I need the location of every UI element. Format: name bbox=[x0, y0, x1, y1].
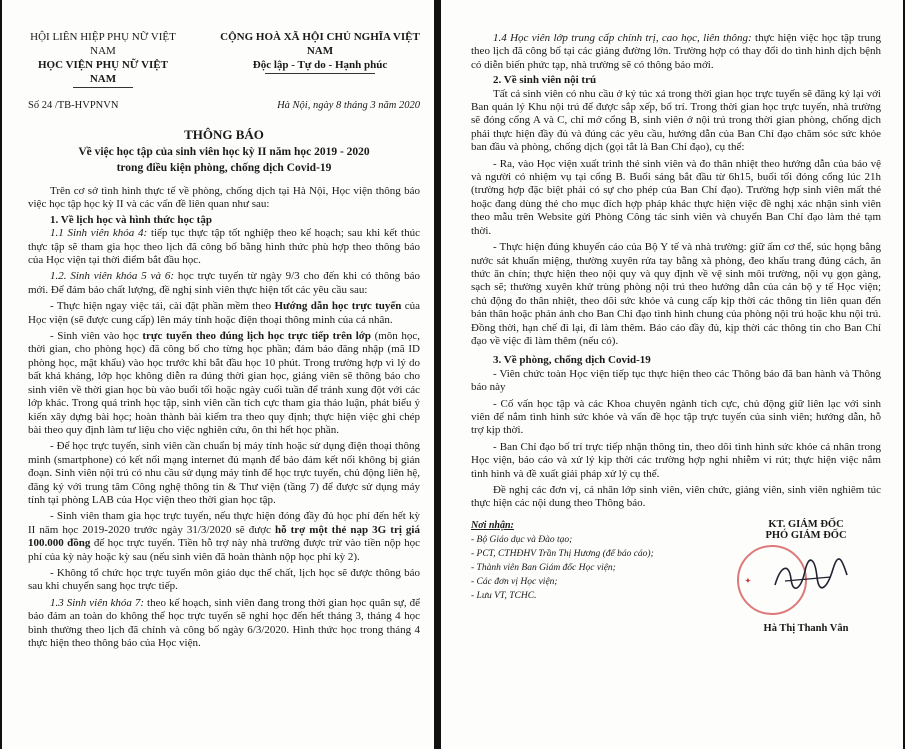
sign-role-1: KT. GIÁM ĐỐC bbox=[768, 518, 844, 530]
section-1-4-label: 1.4 Học viên lớp trung cấp chính trị, cao học, liên thông: bbox=[493, 32, 752, 44]
section-3-heading: 3. Về phòng, chống dịch Covid-19 bbox=[493, 354, 651, 367]
recipient-item: - Thành viên Ban Giám đốc Học viện; bbox=[471, 562, 616, 573]
issuer-name: HỌC VIỆN PHỤ NỮ VIỆT NAM bbox=[38, 59, 168, 85]
bullet-2-bold: trực tuyến theo đúng lịch học trực tiếp trên lớp bbox=[142, 330, 372, 343]
recipient-item: - Bộ Giáo dục và Đào tạo; bbox=[471, 534, 573, 545]
document-subtitle-1: Về việc học tập của sinh viên học kỳ II năm học 2019 - 2020 bbox=[78, 146, 370, 158]
national-motto: Độc lập - Tự do - Hạnh phúc bbox=[252, 59, 388, 71]
section-2-paragraph: Tất cả sinh viên có nhu cầu ở ký túc xá trong thời gian học trực tuyến sẽ đăng ký lại với Ban quản lý Khu nội trú để được sắp xếp, bố trí. Trong thời gian học trực tuyến, nhà trường sẽ đóng cổng A và C, chỉ mở cổng B, sinh viên ở nội trú trong thời gian phòng, chống dịch phải thực hiện đầy đủ và đúng các yêu cầu, hướng dẫn của Ban Chỉ đạo chăm sóc sức khỏe ban đầu và phòng, chống dịch (gọi tắt là Ban Chỉ đạo), cụ thể: bbox=[471, 87, 881, 154]
document-date: Hà Nội, ngày 8 tháng 3 năm 2020 bbox=[277, 100, 420, 111]
section-1-1-label: 1.1 Sinh viên khóa 4: bbox=[50, 227, 148, 240]
signature-section bbox=[471, 519, 881, 634]
bullet-2-post: (môn học, thời gian, cho phòng học) đã công bố cho từng học phần; đảm bảo đăng nhập (mã ID phòng học, mật khẩu) vào học trước khi bắt đầu học 10 phút. Trong trường hợp vì lý do bất khả kháng, lớp học không diễn ra đúng thời gian học, giảng viên sẽ thông báo cho sinh viên về thời gian học bù vào buổi tối hoặc ngày cuối tuần để tránh xung đột với các lớp khác. Trong quá trình học tập, sinh viên cần tích cực tham gia thảo luận, phát biểu ý kiến xây dựng bài học; hoàn thành bài kiểm tra theo quy định; thực hiện việc ghi chép bài theo quy định làm tư liệu cho việc nghiên cứu, ôn thi hết học phần. bbox=[28, 330, 421, 436]
bullet-2-pre: - Sinh viên vào học bbox=[50, 330, 143, 343]
bullet-4-post: để học trực tuyến. Tiền hỗ trợ này nhà trường được trừ vào tiền nộp học phí của kỳ này hoặc kỳ sau (nếu sinh viên đã hoàn thành nộp học phí kỳ 2). bbox=[28, 537, 420, 563]
section-1-heading: 1. Về lịch học và hình thức học tập bbox=[50, 213, 212, 226]
section-1-1-text: tiếp tục thực tập tốt nghiệp theo kế hoạch; sau khi kết thúc thực tập sẽ tham gia học theo lịch đã công bố bằng hình thức phù hợp theo thông báo của Học viện tại thời điểm bắt đầu học. bbox=[28, 227, 420, 267]
issuer-underline bbox=[73, 87, 133, 88]
recipients-block bbox=[471, 519, 706, 634]
bullet-devices: - Để học trực tuyến, sinh viên cần chuẩn bị máy tính hoặc sử dụng điện thoại thông minh (smartphone) có kết nối mạng internet đủ mạnh để bảo đảm kết nối không bị gián đoạn. Sinh viên nội trú có nhu cầu sử dụng máy tính để học trực tuyến, chủ động liên hệ, đăng ký với trung tâm Công nghệ thông tin & Thư viện (tầng 7) để được sử dụng máy tính tại phòng LAB của Học viện theo thời gian học tập. bbox=[28, 440, 420, 506]
document-page-2 bbox=[441, 0, 903, 749]
sign-role-2: PHÓ GIÁM ĐỐC bbox=[765, 529, 847, 541]
section-1-3-label: 1.3 Sinh viên khóa 7: bbox=[50, 596, 145, 609]
bullet-1-pre: - Thực hiện ngay việc tải, cài đặt phần mềm theo bbox=[50, 300, 275, 313]
section-1-3 bbox=[28, 597, 420, 651]
section-1-1 bbox=[28, 227, 420, 267]
document-number: Số 24 /TB-HVPNVN bbox=[28, 100, 119, 111]
section-2-heading: 2. Về sinh viên nội trú bbox=[493, 74, 597, 87]
section-3-bullet-3: - Ban Chỉ đạo bố trí trực tiếp nhận thông tin, theo dõi tình hình sức khỏe cá nhân trong Học viện, báo cáo và xử lý kịp thời các trường hợp nghi nhiễm vi rút; thực hiện việc nắm tình hình và đề xuất giải pháp xử lý cụ thể. bbox=[471, 440, 881, 480]
bullet-physical-education: - Không tổ chức học trực tuyến môn giáo dục thể chất, lịch học sẽ được thông báo sau khi chuyển sang học trực tiếp. bbox=[28, 566, 420, 593]
document-header bbox=[28, 30, 420, 88]
section-1-3-text: theo kế hoạch, sinh viên đang trong thời gian học quân sự, để bảo đảm an toàn do không thể học trực tuyến sẽ nghỉ học đến hết tháng 3, tháng 4 học bình thường theo lịch đã chỉnh và công bố ngày 6/3/2020. Hình thức học trong tháng 4 thực hiện theo thông báo của Học viện. bbox=[28, 596, 420, 649]
seal-icon: ✦ bbox=[745, 576, 751, 585]
closing-paragraph: Đề nghị các đơn vị, cá nhân lớp sinh viên, viên chức, giảng viên, sinh viên nghiêm túc thực hiện các nội dung theo Thông báo. bbox=[471, 484, 881, 510]
handwritten-signature bbox=[771, 555, 851, 595]
document-meta bbox=[28, 100, 420, 111]
section-1-2-text: học trực tuyến từ ngày 9/3 cho đến khi có thông báo mới. Để đảm bảo chất lượng, đề nghị sinh viên thực hiện tốt các yêu cầu sau: bbox=[28, 270, 420, 296]
section-2-bullet-1: - Ra, vào Học viện xuất trình thẻ sinh viên và đo thân nhiệt theo hướng dẫn của bảo vệ và người có nhiệm vụ tại cổng B. Buổi sáng bắt đầu từ 6h15, buổi tối đóng cổng lúc 21h (trường hợp đặc biệt phải có sự cho phép của Ban Chỉ đạo). Trường hợp sinh viên mất thẻ hoặc đang dùng thẻ cho mục đích hợp pháp khác thực hiện việc đề nghị xác nhận sinh viên theo mẫu trên Website gửi Phòng Công tác sinh viên và chuyển Ban Chỉ đạo làm thẻ tạm thời. bbox=[471, 157, 881, 237]
bullet-install-software bbox=[28, 300, 420, 327]
document-subtitle-2: trong điều kiện phòng, chống dịch Covid-19 bbox=[116, 162, 332, 174]
section-1-4 bbox=[471, 32, 881, 72]
intro-paragraph: Trên cơ sở tình hình thực tế về phòng, chống dịch tại Hà Nội, Học viện thông báo việc học tập học kỳ II và các vấn đề liên quan như sau: bbox=[28, 185, 420, 211]
issuer-parent: HỘI LIÊN HIỆP PHỤ NỮ VIỆT NAM bbox=[30, 31, 176, 57]
document-page-1 bbox=[2, 0, 434, 749]
section-3-bullet-2: - Cố vấn học tập và các Khoa chuyên ngành tích cực, chủ động giữ liên lạc với sinh viên để nắm tình hình sức khỏe và vấn đề học tập trực tuyến của sinh viên; hướng dẫn, hỗ trợ kịp thời. bbox=[471, 397, 881, 437]
bullet-4-bold: hỗ trợ một thẻ nạp 3G trị giá 100.000 đồng bbox=[28, 523, 420, 550]
section-1-2 bbox=[28, 270, 420, 297]
national-title-block bbox=[220, 30, 420, 88]
bullet-3g-support bbox=[28, 510, 420, 564]
signer-block bbox=[731, 519, 881, 634]
section-2-bullet-2: - Thực hiện đúng khuyến cáo của Bộ Y tế và nhà trường: giữ ấm cơ thể, súc họng bằng nước sát khuẩn miệng, thường xuyên rửa tay bằng xà phòng, đeo khẩu trang đúng cách, ăn thức ăn chín; thực hiện theo nội quy và quy định về vệ sinh môi trường, nội vụ gọn gàng, sạch sẽ; thường xuyên khử trùng phòng nội trú theo hướng dẫn của cán bộ y tế Học viện; chủ động đo thân nhiệt, theo dõi sức khỏe và cung cấp kịp thời các thông tin liên quan đến bản thân hoặc phản ánh cho Ban Chỉ đạo tình hình chung của phòng nội trú hoặc khu nội trú. Đồng thời, hạn chế đi lại, đi làm thêm. Báo cáo đầy đủ, kịp thời các thông tin cho Ban Chỉ đạo về việc đi làm thêm (nếu có). bbox=[471, 241, 881, 347]
bullet-1-post: của Học viện (sẽ được cung cấp) lên máy tính hoặc điện thoại thông minh của cá nhân. bbox=[28, 300, 421, 326]
document-title: THÔNG BÁO bbox=[184, 127, 264, 142]
bullet-1-bold: Hướng dẫn học trực tuyến bbox=[274, 300, 402, 313]
signer-name: Hà Thị Thanh Vân bbox=[763, 622, 849, 634]
section-1-4-text: thực hiện việc học tập trung theo lịch đã công bố tại các giảng đường lớn. Trường hợp có thay đổi do tình hình dịch bệnh có diễn biến phức tạp, nhà trường sẽ có thông báo mới. bbox=[471, 32, 881, 71]
bullet-4-pre: - Sinh viên tham gia học trực tuyến, nếu thực hiện đóng đầy đủ học phí đến hết kỳ II năm học 2019-2020 trước ngày 31/3/2020 sẽ được bbox=[28, 510, 420, 536]
section-1-2-label: 1.2. Sinh viên khóa 5 và 6: bbox=[50, 270, 175, 283]
bullet-schedule bbox=[28, 330, 420, 437]
recipient-item: - PCT, CTHĐHV Trần Thị Hương (để báo cáo); bbox=[471, 548, 654, 559]
issuer-block bbox=[28, 30, 178, 88]
motto-underline bbox=[265, 73, 375, 74]
national-title: CỘNG HOÀ XÃ HỘI CHỦ NGHĨA VIỆT NAM bbox=[220, 31, 420, 57]
recipient-item: - Lưu VT, TCHC. bbox=[471, 590, 537, 601]
recipients-title: Nơi nhận: bbox=[471, 519, 514, 531]
section-3-bullet-1: - Viên chức toàn Học viện tiếp tục thực hiện theo các Thông báo đã ban hành và Thông báo này bbox=[471, 367, 881, 394]
recipient-item: - Các đơn vị Học viện; bbox=[471, 576, 558, 587]
